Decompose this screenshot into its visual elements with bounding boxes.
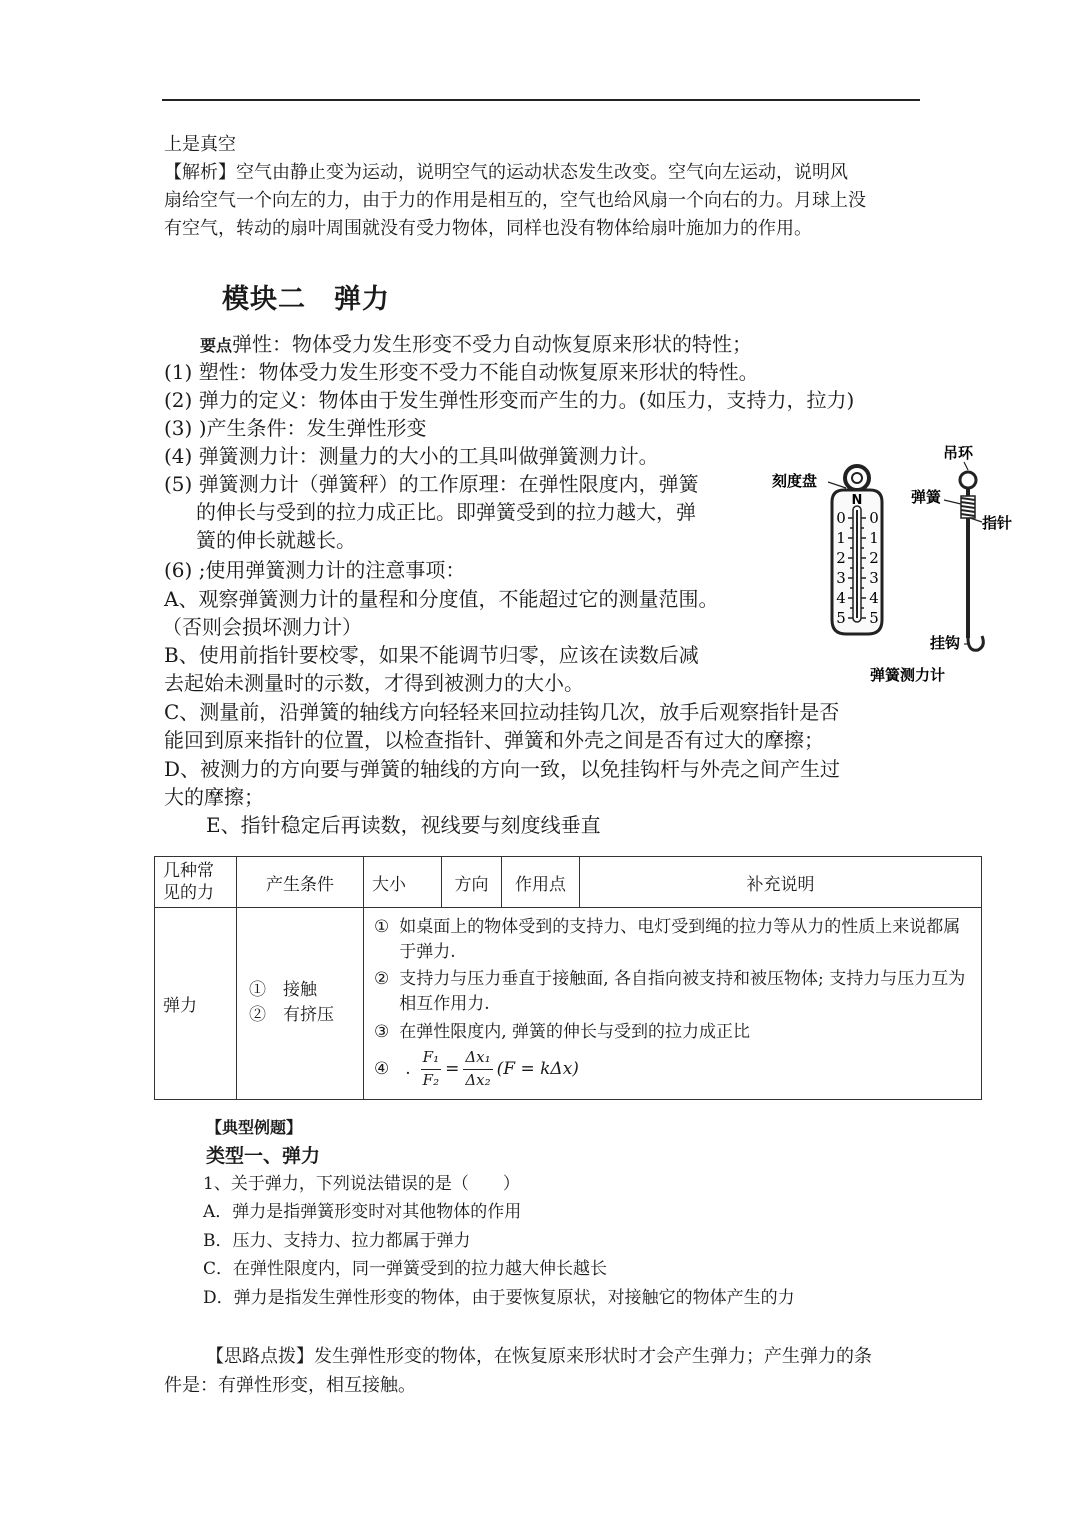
header-condition: 产生条件: [237, 857, 364, 908]
hooke-formula: [399, 1047, 579, 1092]
scale-number-left: 1: [836, 529, 846, 547]
answer-option: B．压力、支持力、拉力都属于弹力: [203, 1231, 471, 1251]
note-number: ③: [374, 1021, 390, 1042]
note-item: [374, 967, 973, 1016]
ring-label: 吊环: [943, 444, 974, 462]
scale-number-right: 5: [869, 609, 879, 627]
scale-number-left: 5: [836, 609, 846, 627]
analysis-line: 【解析】空气由静止变为运动，说明空气的运动状态发生改变。空气向左运动，说明风: [164, 162, 848, 183]
note-item: [374, 1020, 973, 1045]
note-item: [374, 1047, 973, 1092]
formula-equals: =: [445, 1059, 460, 1080]
formula-tail: (F = kΔx): [496, 1059, 579, 1080]
key-point-line: (2) 弹力的定义：物体由于发生弹性形变而产生的力。(如压力，支持力，拉力): [164, 388, 855, 412]
answer-option: D．弹力是指发生弹性形变的物体，由于要恢复原状，对接触它的物体产生的力: [203, 1288, 795, 1308]
scale-number-left: 4: [836, 589, 846, 607]
question-stem: 1、关于弹力，下列说法错误的是（ ）: [203, 1174, 520, 1194]
key-point-line: 去起始未测量时的示数，才得到被测力的大小。: [164, 671, 584, 695]
hint-line: 【思路点拨】发生弹性形变的物体，在恢复原来形状时才会产生弹力；产生弹力的条: [206, 1346, 872, 1367]
note-text: 支持力与压力垂直于接触面, 各自指向被支持和被压物体; 支持力与压力互为相互作用力.: [399, 969, 966, 1014]
note-number: ④: [374, 1059, 390, 1080]
force-numerator: F₁: [421, 1047, 441, 1070]
key-label: 要点: [200, 336, 233, 355]
key-point-line: 簧的伸长就越长。: [196, 528, 356, 552]
spring-mechanism-icon: [960, 472, 983, 650]
force-table: [154, 856, 982, 1100]
key-point-line: E、指针稳定后再读数，视线要与刻度线垂直: [206, 813, 601, 837]
note-number: ①: [374, 917, 390, 937]
scale-number-right: 1: [869, 529, 879, 547]
scale-number-right: 3: [869, 569, 879, 587]
header-force-type: 几种常 见的力: [155, 857, 237, 908]
scale-number-right: 0: [869, 509, 879, 527]
key-point-line: (3) )产生条件：发生弹性形变: [164, 416, 427, 440]
row-force-name: 弹力: [155, 908, 237, 1100]
extension-ratio: [463, 1047, 492, 1092]
scale-number-right: 2: [869, 549, 879, 567]
key-point-line: (6) ;使用弹簧测力计的注意事项：: [164, 558, 466, 582]
force-denominator: F₂: [422, 1070, 440, 1089]
key-point-line: 大的摩擦；: [164, 785, 264, 809]
note-number: ②: [374, 969, 390, 990]
condition-item: ② 有挤压: [249, 1005, 334, 1026]
figure-caption: 弹簧测力计: [870, 666, 946, 684]
scale-number-right: 4: [869, 589, 879, 607]
key-point-line: D、被测力的方向要与弹簧的轴线的方向一致，以免挂钩杆与外壳之间产生过: [164, 757, 841, 781]
force-ratio: [421, 1047, 441, 1092]
module-title: 模块二 弹力: [222, 284, 390, 315]
answer-option: C．在弹性限度内，同一弹簧受到的拉力越大伸长越长: [203, 1259, 608, 1279]
key-point-line: (4) 弹簧测力计：测量力的大小的工具叫做弹簧测力计。: [164, 444, 659, 468]
analysis-line: 有空气，转动的扇叶周围就没有受力物体，同样也没有物体给扇叶施加力的作用。: [164, 218, 812, 239]
key-point-line: 的伸长与受到的拉力成正比。即弹簧受到的拉力越大，弹: [196, 500, 696, 524]
note-text: 如桌面上的物体受到的支持力、电灯受到绳的拉力等从力的性质上来说都属于弹力.: [399, 917, 961, 962]
examples-header: 【典型例题】: [206, 1118, 303, 1137]
key-point-line: C、测量前，沿弹簧的轴线方向轻轻来回拉动挂钩几次，放手后观察指针是否: [164, 700, 840, 724]
hook-label: 挂钩: [930, 634, 961, 652]
header-magnitude: 大小: [364, 857, 442, 908]
note-text: 在弹性限度内, 弹簧的伸长与受到的拉力成正比: [399, 1021, 751, 1042]
answer-option: A．弹力是指弹簧形变时对其他物体的作用: [203, 1202, 522, 1222]
spring-label: 弹簧: [911, 488, 942, 506]
key-point-line: 能回到原来指针的位置，以检查指针、弹簧和外壳之间是否有过大的摩擦；: [164, 728, 824, 752]
pointer-label: 指针: [982, 514, 1013, 532]
scale-number-left: 3: [836, 569, 846, 587]
key-text: 弹性：物体受力发生形变不受力自动恢复原来形状的特性；: [232, 332, 753, 356]
row-notes: [364, 908, 982, 1100]
scale-number-left: 0: [836, 509, 846, 527]
condition-item: ① 接触: [249, 979, 317, 1000]
scale-number-left: 2: [836, 549, 846, 567]
extension-numerator: Δx₁: [463, 1047, 492, 1070]
type-title: 类型一、弹力: [206, 1145, 321, 1167]
key-point-line: （否则会损坏测力计）: [162, 615, 362, 639]
formula-lead: .: [405, 1059, 411, 1080]
note-item: [374, 915, 973, 964]
header-notes: 补充说明: [580, 857, 982, 908]
table-row: [155, 908, 982, 1100]
key-point-line: (1) 塑性：物体受力发生形变不受力不能自动恢复原来形状的特性。: [164, 360, 759, 384]
key-point-line: B、使用前指针要校零，如果不能调节归零，应该在读数后减: [164, 643, 699, 667]
scale-unit-mark: N: [851, 493, 863, 508]
extension-denominator: Δx₂: [465, 1070, 491, 1089]
key-point-line: [200, 334, 752, 354]
table-header-row: [155, 857, 982, 908]
intro-line: 上是真空: [164, 134, 236, 155]
spring-scale-figure: [760, 438, 1013, 690]
header-direction: 方向: [442, 857, 502, 908]
key-point-line: A、观察弹簧测力计的量程和分度值，不能超过它的测量范围。: [164, 587, 719, 611]
analysis-line: 扇给空气一个向左的力，由于力的作用是相互的，空气也给风扇一个向右的力。月球上没: [164, 190, 866, 211]
header-rule: [162, 99, 920, 101]
row-conditions: [237, 908, 364, 1100]
dial-label: 刻度盘: [772, 472, 818, 490]
hint-line: 件是：有弹性形变，相互接触。: [164, 1375, 416, 1396]
key-point-line: (5) 弹簧测力计（弹簧秤）的工作原理：在弹性限度内，弹簧: [164, 472, 699, 496]
header-application-point: 作用点: [502, 857, 580, 908]
